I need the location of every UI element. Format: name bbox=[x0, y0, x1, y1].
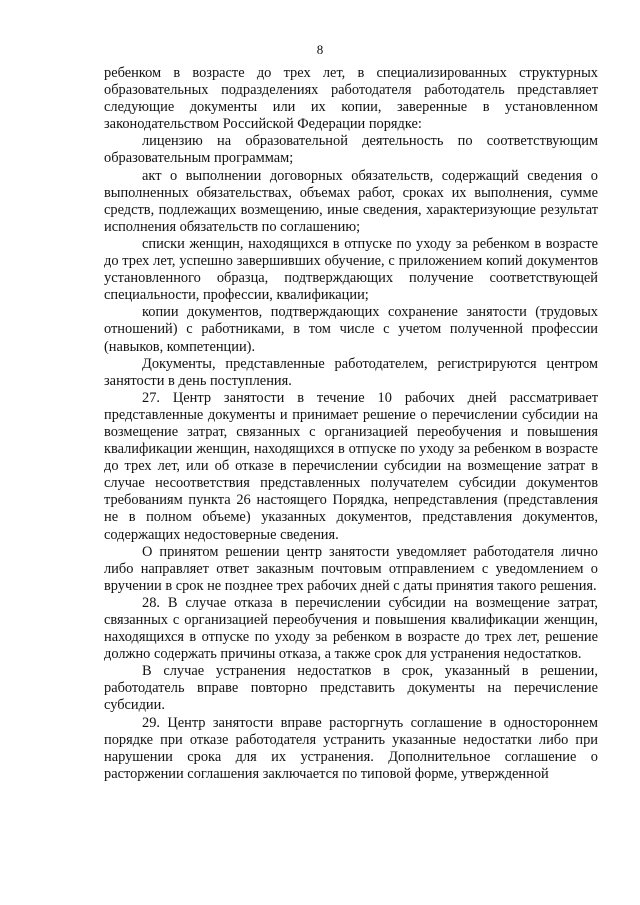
paragraph-act: акт о выполнении договорных обязательств, содержащий сведения о выполненных обязательствах, объемах работ, сроках их выполнения, сумме средств, подлежащих возмещению, иные сведения, характеризующие результат исполнения обязательств по соглашению; bbox=[104, 167, 598, 235]
paragraph-clause-29: 29. Центр занятости вправе расторгнуть соглашение в одностороннем порядке при отказе работодателя устранить указанные недостатки либо при нарушении срока для их устранения. Дополнительное соглашение о расторжении соглашения заключается по типовой форме, утвержденной bbox=[104, 714, 598, 782]
paragraph-clause-27: 27. Центр занятости в течение 10 рабочих дней рассматривает представленные документы и принимает решение о перечислении субсидии на возмещение затрат, связанных с организацией переобучения и повышения квалификации женщин, находящихся в отпуске по уходу за ребенком в возрасте до трех лет, или об отказе в перечислении субсидии на возмещение затрат в случае несоответствия представленных получателем субсидии документов требованиям пункта 26 настоящего Порядка, непредставления (представления не в полном объеме) указанных документов, представления документов, содержащих недостоверные сведения. bbox=[104, 389, 598, 543]
paragraph-registration: Документы, представленные работодателем, регистрируются центром занятости в день поступления. bbox=[104, 355, 598, 389]
document-body bbox=[104, 65, 598, 783]
paragraph-resubmission: В случае устранения недостатков в срок, указанный в решении, работодатель вправе повторно представить документы на перечисление субсидии. bbox=[104, 663, 598, 714]
paragraph-license: лицензию на образовательной деятельность по соответствующим образовательным программам; bbox=[104, 133, 598, 167]
paragraph-notification: О принятом решении центр занятости уведомляет работодателя лично либо направляет ответ заказным почтовым отправлением с уведомлением о вручении в срок не позднее трех рабочих дней с даты принятия такого решения. bbox=[104, 543, 598, 594]
paragraph-clause-28: 28. В случае отказа в перечислении субсидии на возмещение затрат, связанных с организацией переобучения и повышения квалификации женщин, находящихся в отпуске по уходу за ребенком в возрасте до трех лет, решение должно содержать причины отказа, а также срок для устранения недостатков. bbox=[104, 594, 598, 663]
page-number: 8 bbox=[316, 42, 324, 57]
paragraph-continuation: ребенком в возрасте до трех лет, в специализированных структурных образовательных подразделениях работодателя работодатель представляет следующие документы или их копии, заверенные в установленном законодательством Российской Федерации порядке: bbox=[104, 65, 598, 133]
paragraph-lists: списки женщин, находящихся в отпуске по уходу за ребенком в возрасте до трех лет, успешно завершивших обучение, с приложением копий документов установленного образца, подтверждающих получение соответствующей специальности, профессии, квалификации; bbox=[104, 235, 598, 304]
paragraph-copies: копии документов, подтверждающих сохранение занятости (трудовых отношений) с работниками, в том числе с учетом полученной профессии (навыков, компетенции). bbox=[104, 304, 598, 355]
